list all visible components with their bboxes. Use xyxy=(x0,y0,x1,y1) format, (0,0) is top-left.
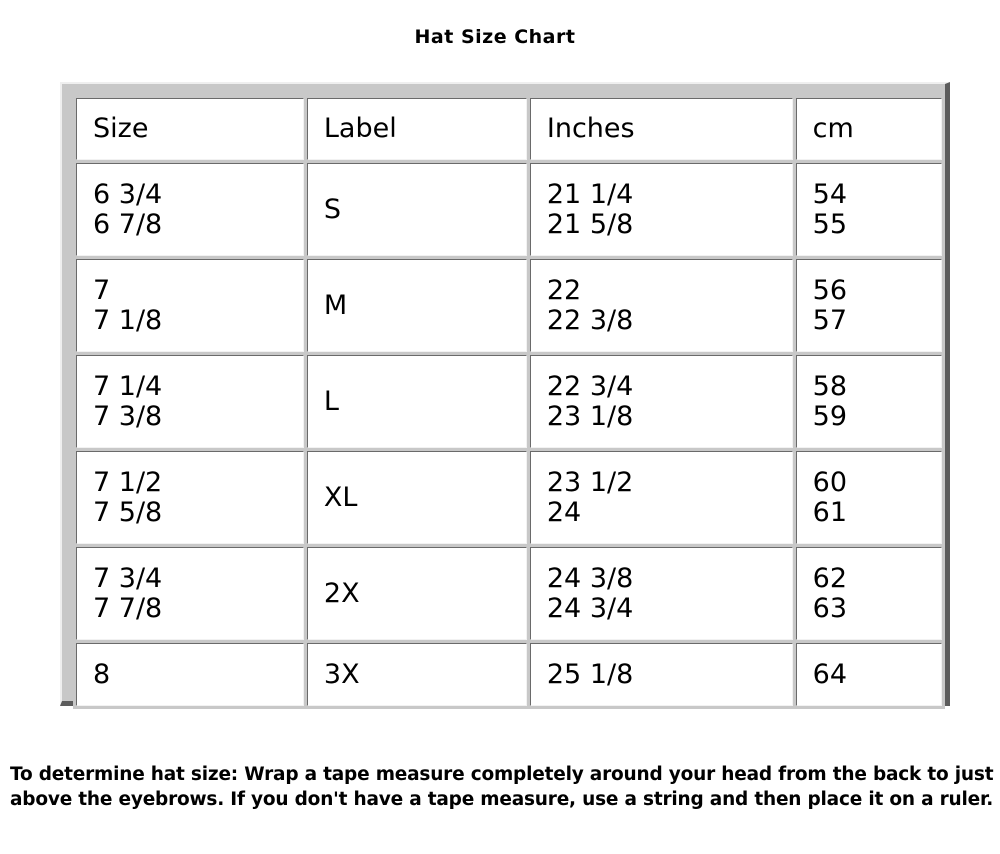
cell-inches-line: 24 3/8 xyxy=(546,562,634,594)
cell-inches-line: 21 1/4 xyxy=(546,178,634,210)
cell-size-line: 7 xyxy=(93,274,111,306)
size-table-frame xyxy=(60,82,950,706)
cell-cm-line: 60 xyxy=(812,466,847,498)
cell-inches-line: 21 5/8 xyxy=(546,208,634,240)
cell-size-line: 6 7/8 xyxy=(93,208,163,240)
header-inches: Inches xyxy=(530,98,793,160)
cell-label: L xyxy=(307,355,527,448)
cell-cm-line: 63 xyxy=(812,592,847,624)
cell-size xyxy=(76,259,304,352)
cell-cm xyxy=(796,643,942,706)
header-label: Label xyxy=(307,98,527,160)
cell-inches xyxy=(530,259,793,352)
cell-size xyxy=(76,355,304,448)
cell-inches-line: 22 xyxy=(546,274,582,306)
table-header-row xyxy=(76,98,942,160)
cell-cm-line: 59 xyxy=(812,400,847,432)
cell-size-line: 7 1/8 xyxy=(93,304,163,336)
header-cm: cm xyxy=(796,98,942,160)
size-table xyxy=(73,95,945,709)
cell-size-line: 7 1/2 xyxy=(93,466,163,498)
cell-inches xyxy=(530,451,793,544)
cell-label: 3X xyxy=(307,643,527,706)
cell-inches-line: 24 xyxy=(546,496,582,528)
cell-cm-line: 64 xyxy=(812,658,847,690)
cell-cm-line: 56 xyxy=(812,274,847,306)
cell-inches-line: 22 3/4 xyxy=(546,370,634,402)
table-row xyxy=(76,643,942,706)
cell-label: M xyxy=(307,259,527,352)
table-row xyxy=(76,259,942,352)
cell-inches-line: 24 3/4 xyxy=(546,592,634,624)
cell-size-line: 7 3/8 xyxy=(93,400,163,432)
cell-label: S xyxy=(307,163,527,256)
cell-size xyxy=(76,451,304,544)
cell-size-line: 8 xyxy=(93,658,111,690)
cell-size-line: 7 3/4 xyxy=(93,562,163,594)
cell-cm xyxy=(796,451,942,544)
cell-size xyxy=(76,643,304,706)
cell-size-line: 7 7/8 xyxy=(93,592,163,624)
cell-inches-line: 23 1/2 xyxy=(546,466,634,498)
cell-cm xyxy=(796,163,942,256)
table-row xyxy=(76,547,942,640)
table-row xyxy=(76,163,942,256)
cell-inches xyxy=(530,643,793,706)
cell-size xyxy=(76,547,304,640)
cell-size-line: 7 5/8 xyxy=(93,496,163,528)
cell-inches xyxy=(530,547,793,640)
cell-inches-line: 23 1/8 xyxy=(546,400,634,432)
page-title: Hat Size Chart xyxy=(414,26,576,48)
cell-size-line: 7 1/4 xyxy=(93,370,163,402)
header-size: Size xyxy=(76,98,304,160)
cell-cm-line: 57 xyxy=(812,304,847,336)
cell-inches-line: 22 3/8 xyxy=(546,304,634,336)
cell-cm-line: 55 xyxy=(812,208,847,240)
table-row xyxy=(76,355,942,448)
measuring-instructions: To determine hat size: Wrap a tape measure completely around your head from the back to just above the eyebrows. If you don't have a tape measure, use a string and then place it on a ruler. xyxy=(10,764,994,810)
cell-size-line: 6 3/4 xyxy=(93,178,163,210)
cell-inches xyxy=(530,163,793,256)
cell-cm-line: 54 xyxy=(812,178,847,210)
cell-inches-line: 25 1/8 xyxy=(546,658,634,690)
cell-cm-line: 62 xyxy=(812,562,847,594)
cell-cm-line: 61 xyxy=(812,496,847,528)
cell-size xyxy=(76,163,304,256)
cell-label: XL xyxy=(307,451,527,544)
table-row xyxy=(76,451,942,544)
cell-cm xyxy=(796,355,942,448)
cell-cm xyxy=(796,547,942,640)
cell-label: 2X xyxy=(307,547,527,640)
cell-inches xyxy=(530,355,793,448)
cell-cm-line: 58 xyxy=(812,370,847,402)
cell-cm xyxy=(796,259,942,352)
